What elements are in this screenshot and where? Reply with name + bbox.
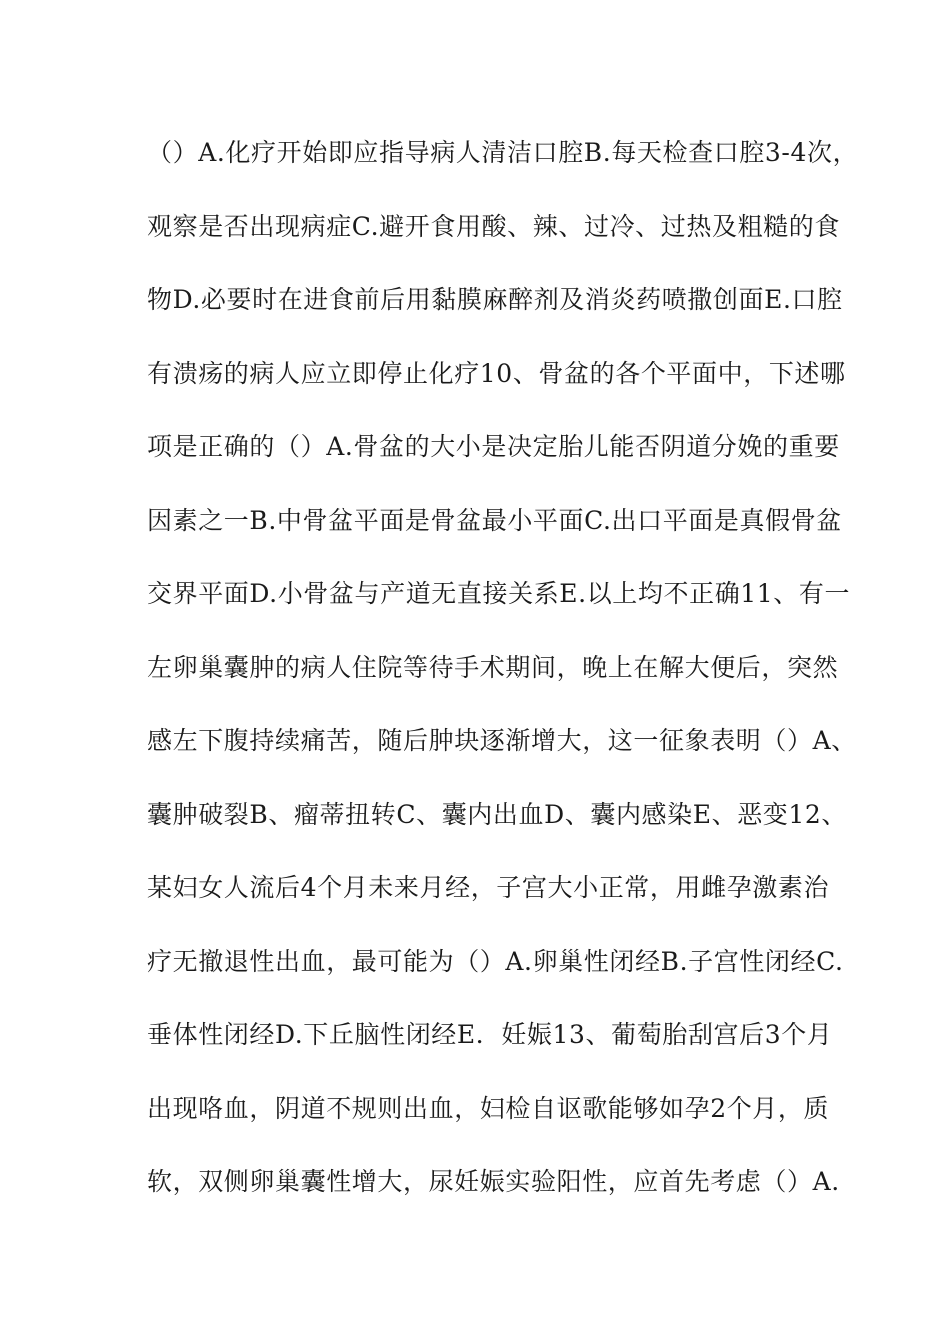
text-line: 项是正确的（）A.骨盆的大小是决定胎儿能否阴道分娩的重要 <box>147 432 840 461</box>
text-line: 物D.必要时在进食前后用黏膜麻醉剂及消炎药喷撒创面E.口腔 <box>147 285 843 314</box>
body-text <box>147 133 859 1236</box>
text-line: 疗无撤退性出血，最可能为（）A.卵巢性闭经B.子宫性闭经C. <box>147 946 844 976</box>
text-line: 因素之一B.中骨盆平面是骨盆最小平面C.出口平面是真假骨盆 <box>147 505 842 535</box>
text-line: 囊肿破裂B、瘤蒂扭转C、囊内出血D、囊内感染E、恶变12、 <box>147 799 848 829</box>
text-line: 软，双侧卵巢囊性增大，尿妊娠实验阳性，应首先考虑（）A. <box>147 1167 840 1196</box>
text-line: 感左下腹持续痛苦，随后肿块逐渐增大，这一征象表明（）A、 <box>147 726 857 755</box>
text-line: （）A.化疗开始即应指导病人清洁口腔B.每天检查口腔3-4次， <box>147 138 859 167</box>
text-line: 交界平面D.小骨盆与产道无直接关系E.以上均不正确11、有一 <box>147 579 851 608</box>
text-line: 某妇女人流后4个月未来月经，子宫大小正常，用雌孕激素治 <box>147 873 830 902</box>
text-line: 左卵巢囊肿的病人住院等待手术期间，晚上在解大便后，突然 <box>147 652 839 682</box>
text-line: 出现咯血，阴道不规则出血，妇检自讴歌能够如孕2个月，质 <box>147 1093 830 1123</box>
text-line: 垂体性闭经D.下丘脑性闭经E．妊娠13、葡萄胎刮宫后3个月 <box>147 1020 833 1049</box>
text-line: 有溃疡的病人应立即停止化疗10、骨盆的各个平面中，下述哪 <box>147 358 846 388</box>
text-line: 观察是否出现病症C.避开食用酸、辣、过冷、过热及粗糙的食 <box>147 211 840 241</box>
